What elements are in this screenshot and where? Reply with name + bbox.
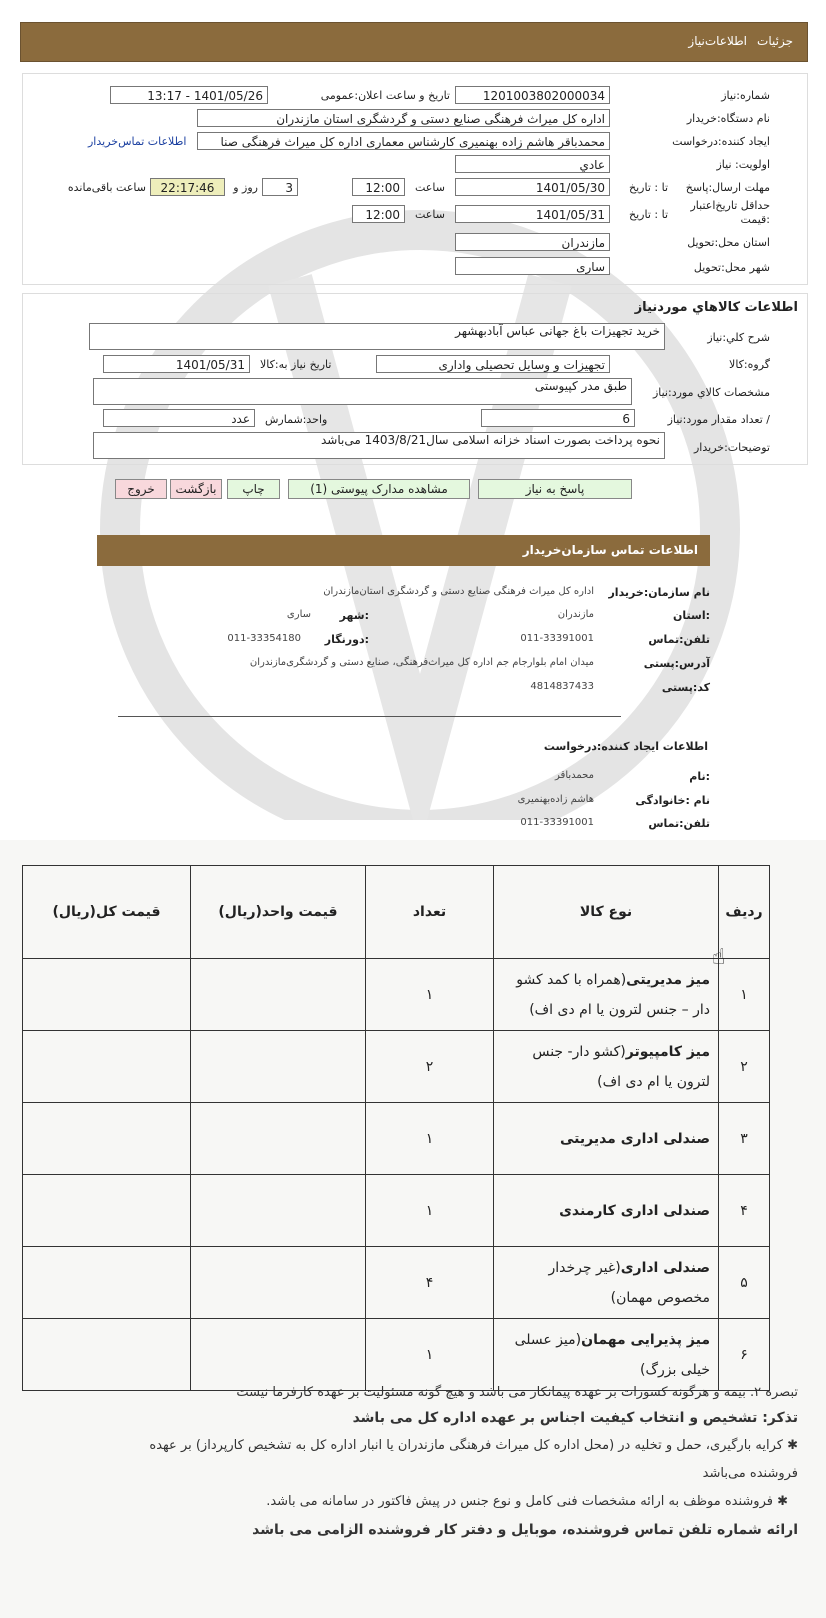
row-number: ۶	[719, 1319, 770, 1391]
item-qty: ۱	[366, 959, 494, 1031]
qty-label: / تعداد مقدار مورد:نیاز	[667, 413, 770, 426]
item-qty: ۱	[366, 1103, 494, 1175]
contact-phone-value: 011-33391001	[520, 633, 594, 644]
hand-cursor-icon: ☝	[712, 945, 726, 970]
unit-price-cell	[191, 1319, 366, 1391]
need-number-label: شماره:نیاز	[721, 89, 770, 102]
item-name	[494, 1175, 719, 1247]
unit-label: واحد:شمارش	[265, 413, 328, 426]
buyer-label: نام دستگاه:خریدار	[686, 112, 770, 125]
city-label: شهر محل:تحویل	[693, 261, 770, 274]
creator-name-label: :نام	[689, 770, 710, 783]
creator-phone-value: 011-33391001	[520, 817, 594, 828]
item-name	[494, 1031, 719, 1103]
deadline-label: مهلت ارسال:پاسخ	[685, 181, 770, 194]
exit-button[interactable]: خروج	[115, 479, 167, 499]
fax-value: 011-33354180	[227, 633, 301, 644]
validity-to-label: تا : تاریخ	[629, 208, 668, 221]
item-name	[494, 1319, 719, 1391]
col-qty: تعداد	[366, 866, 494, 959]
buyer-field[interactable]: اداره کل میراث فرهنگی صنایع دستی و گردشگری استان مازندران	[197, 109, 610, 127]
header-bar	[20, 22, 808, 62]
item-title: میز پذیرایی مهمان	[581, 1331, 710, 1348]
item-title: میز کامپیوتر	[625, 1043, 710, 1060]
item-detail: (کشو دار- جنس لترون یا ام دی اف)	[532, 1043, 710, 1090]
row-number: ۱	[719, 959, 770, 1031]
spec-label: مشخصات کالاي مورد:نیاز	[652, 386, 770, 399]
group-label: گروه:کالا	[729, 358, 770, 371]
fax-label: :دورنگار	[324, 633, 369, 646]
total-price-cell	[23, 1031, 191, 1103]
org-label: نام سازمان:خریدار	[608, 586, 710, 599]
view-attachments-button[interactable]: مشاهده مدارک پیوستی (1)	[288, 479, 470, 499]
row-number: ۳	[719, 1103, 770, 1175]
city-field[interactable]: ساری	[455, 257, 610, 275]
unit-price-cell	[191, 959, 366, 1031]
col-total-price: قیمت کل(ریال)	[23, 866, 191, 959]
item-detail: (همراه با کمد کشو دار – جنس لترون یا ام دی اف)	[516, 971, 710, 1018]
need-date-label: تاریخ نیاز به:کالا	[260, 358, 332, 371]
footer-note: ✱ فروشنده موظف به ارائه مشخصات فنی کامل و نوع جنس در پیش فاکتور در سامانه می باشد.	[266, 1494, 788, 1509]
priority-field[interactable]: عادي	[455, 155, 610, 173]
postal-value: 4814837433	[530, 681, 594, 692]
item-qty: ۱	[366, 1319, 494, 1391]
spec-field[interactable]: طبق مدر کپیوستی	[93, 378, 632, 405]
deadline-date-field[interactable]: 1401/05/30	[455, 178, 610, 196]
table-row	[23, 1103, 770, 1175]
item-qty: ۴	[366, 1247, 494, 1319]
col-item: نوع کالا	[494, 866, 719, 959]
item-qty: ۱	[366, 1175, 494, 1247]
col-row: ردیف	[719, 866, 770, 959]
table-header-row	[23, 866, 770, 959]
validity-time-label: ساعت	[415, 208, 445, 221]
desc-label: شرح کلي:نیاز	[707, 331, 770, 344]
contact-city-value: ساری	[286, 609, 311, 620]
total-price-cell	[23, 1319, 191, 1391]
row-number: ۴	[719, 1175, 770, 1247]
table-row	[23, 1319, 770, 1391]
table-row	[23, 1175, 770, 1247]
notes-field[interactable]: نحوه پرداخت بصورت اسناد خزانه اسلامی سال1403/8/21 می‌باشد	[93, 432, 665, 459]
validity-label: حداقل تاریخ‌اعتبار :قیمت	[690, 199, 770, 226]
divider	[118, 716, 621, 717]
province-label: استان محل:تحویل	[687, 236, 770, 249]
creator-label: ایجاد کننده:درخواست	[672, 135, 770, 148]
creator-info-title: اطلاعات ایجاد کننده:درخواست	[543, 740, 708, 753]
contact-phone-label: تلفن:تماس	[648, 633, 710, 646]
row-number: ۲	[719, 1031, 770, 1103]
contact-header	[97, 535, 710, 566]
creator-phone-label: تلفن:تماس	[648, 817, 710, 830]
item-detail: (میز عسلی خیلی بزرگ)	[514, 1331, 710, 1378]
address-value: میدان امام بلوارجام جم اداره کل میراث‌فرهنگی، صنایع دستی و گردشگری‌مازندران	[249, 657, 594, 668]
to-date-label: تا : تاریخ	[629, 181, 668, 194]
deadline-time-field[interactable]: 12:00	[352, 178, 405, 196]
row-number: ۵	[719, 1247, 770, 1319]
province-field[interactable]: مازندران	[455, 233, 610, 251]
goods-title: اطلاعات کالاهاي موردنیاز	[634, 300, 798, 315]
priority-label: اولویت: نیاز	[716, 158, 770, 171]
need-info-panel	[22, 73, 808, 285]
item-title: صندلی اداری مدیریتی	[559, 1130, 710, 1147]
item-name	[494, 1103, 719, 1175]
footer-note: تبصره ۲. بیمه و هرگونه کسورات بر عهده پیمانکار می باشد و هیچ گونه مسئولیت بر عهده کارفرما نیست	[236, 1385, 798, 1400]
validity-date-field[interactable]: 1401/05/31	[455, 205, 610, 223]
item-name	[494, 1247, 719, 1319]
announce-label: تاریخ و ساعت اعلان:عمومی	[320, 89, 450, 102]
item-title: صندلی اداری کارمندی	[559, 1202, 710, 1219]
table-row	[23, 1031, 770, 1103]
tab-need-info[interactable]: اطلاعات‌نیاز	[688, 34, 747, 48]
contact-title: اطلاعات تماس سازمان‌خریدار	[522, 543, 698, 557]
desc-field[interactable]: خرید تجهیزات باغ جهانی عباس آبادبهشهر	[89, 323, 665, 350]
address-label: آدرس:پستی	[643, 657, 710, 670]
table-row	[23, 959, 770, 1031]
days-label: روز و	[233, 181, 258, 194]
remaining-time: 22:17:46	[150, 178, 225, 196]
unit-price-cell	[191, 1175, 366, 1247]
unit-price-cell	[191, 1103, 366, 1175]
reply-button[interactable]: پاسخ به نیاز	[478, 479, 632, 499]
total-price-cell	[23, 1247, 191, 1319]
group-field[interactable]: تجهیزات و وسایل تحصیلی واداری	[376, 355, 610, 373]
footer-note: فروشنده می‌باشد	[702, 1466, 798, 1481]
item-title: صندلی اداری	[620, 1259, 710, 1276]
validity-time-field[interactable]: 12:00	[352, 205, 405, 223]
announce-field[interactable]: 1401/05/26 - 13:17	[110, 86, 268, 104]
print-button[interactable]: چاپ	[227, 479, 280, 499]
item-detail: (غیر چرخدار مخصوص مهمان)	[548, 1259, 710, 1306]
items-table	[22, 865, 770, 1391]
postal-label: کد:پستی	[661, 681, 710, 694]
footer-note: ارائه شماره تلفن تماس فروشنده، موبایل و دفتر کار فروشنده الزامی می باشد	[252, 1522, 798, 1538]
total-price-cell	[23, 1175, 191, 1247]
need-number-field[interactable]: 1201003802000034	[455, 86, 610, 104]
org-value: اداره کل میراث فرهنگی صنایع دستی و گردشگری استان‌مازندران	[323, 586, 594, 597]
notes-label: توضیحات:خریدار	[694, 441, 770, 454]
tab-details[interactable]: جزئیات	[757, 34, 793, 48]
qty-field[interactable]: 6	[481, 409, 635, 427]
need-date-field[interactable]: 1401/05/31	[103, 355, 250, 373]
unit-price-cell	[191, 1247, 366, 1319]
contact-province-value: مازندران	[557, 609, 594, 620]
buyer-contact-link[interactable]: اطلاعات تماس‌خریدار	[88, 135, 187, 148]
item-name	[494, 959, 719, 1031]
days-field: 3	[262, 178, 298, 196]
back-button[interactable]: بازگشت	[170, 479, 222, 499]
col-unit-price: قیمت واحد(ریال)	[191, 866, 366, 959]
contact-city-label: :شهر	[339, 609, 369, 622]
creator-name-value: محمدباقر	[555, 770, 594, 781]
creator-family-value: هاشم زادەبهنمیری	[517, 794, 594, 805]
unit-price-cell	[191, 1031, 366, 1103]
unit-field[interactable]: عدد	[103, 409, 255, 427]
remaining-label: ساعت باقی‌مانده	[67, 181, 146, 194]
item-title: میز مدیریتی	[626, 971, 710, 988]
item-qty: ۲	[366, 1031, 494, 1103]
contact-province-label: :استان	[673, 609, 710, 622]
footer-note: تذکر: تشخیص و انتخاب کیفیت اجناس بر عهده اداره کل می باشد	[352, 1410, 798, 1426]
total-price-cell	[23, 1103, 191, 1175]
creator-family-label: نام :خانوادگی	[635, 794, 710, 807]
table-row	[23, 1247, 770, 1319]
total-price-cell	[23, 959, 191, 1031]
footer-note: ✱ کرایه بارگیری، حمل و تخلیه در (محل اداره کل میراث فرهنگی مازندران یا انبار اداره کل به تشخیص کارپرداز) بر عهده	[149, 1438, 798, 1453]
deadline-time-label: ساعت	[415, 181, 445, 194]
creator-field[interactable]: محمدباقر هاشم زاده بهنمیری کارشناس معماری اداره کل میراث فرهنگی صنا	[197, 132, 610, 150]
